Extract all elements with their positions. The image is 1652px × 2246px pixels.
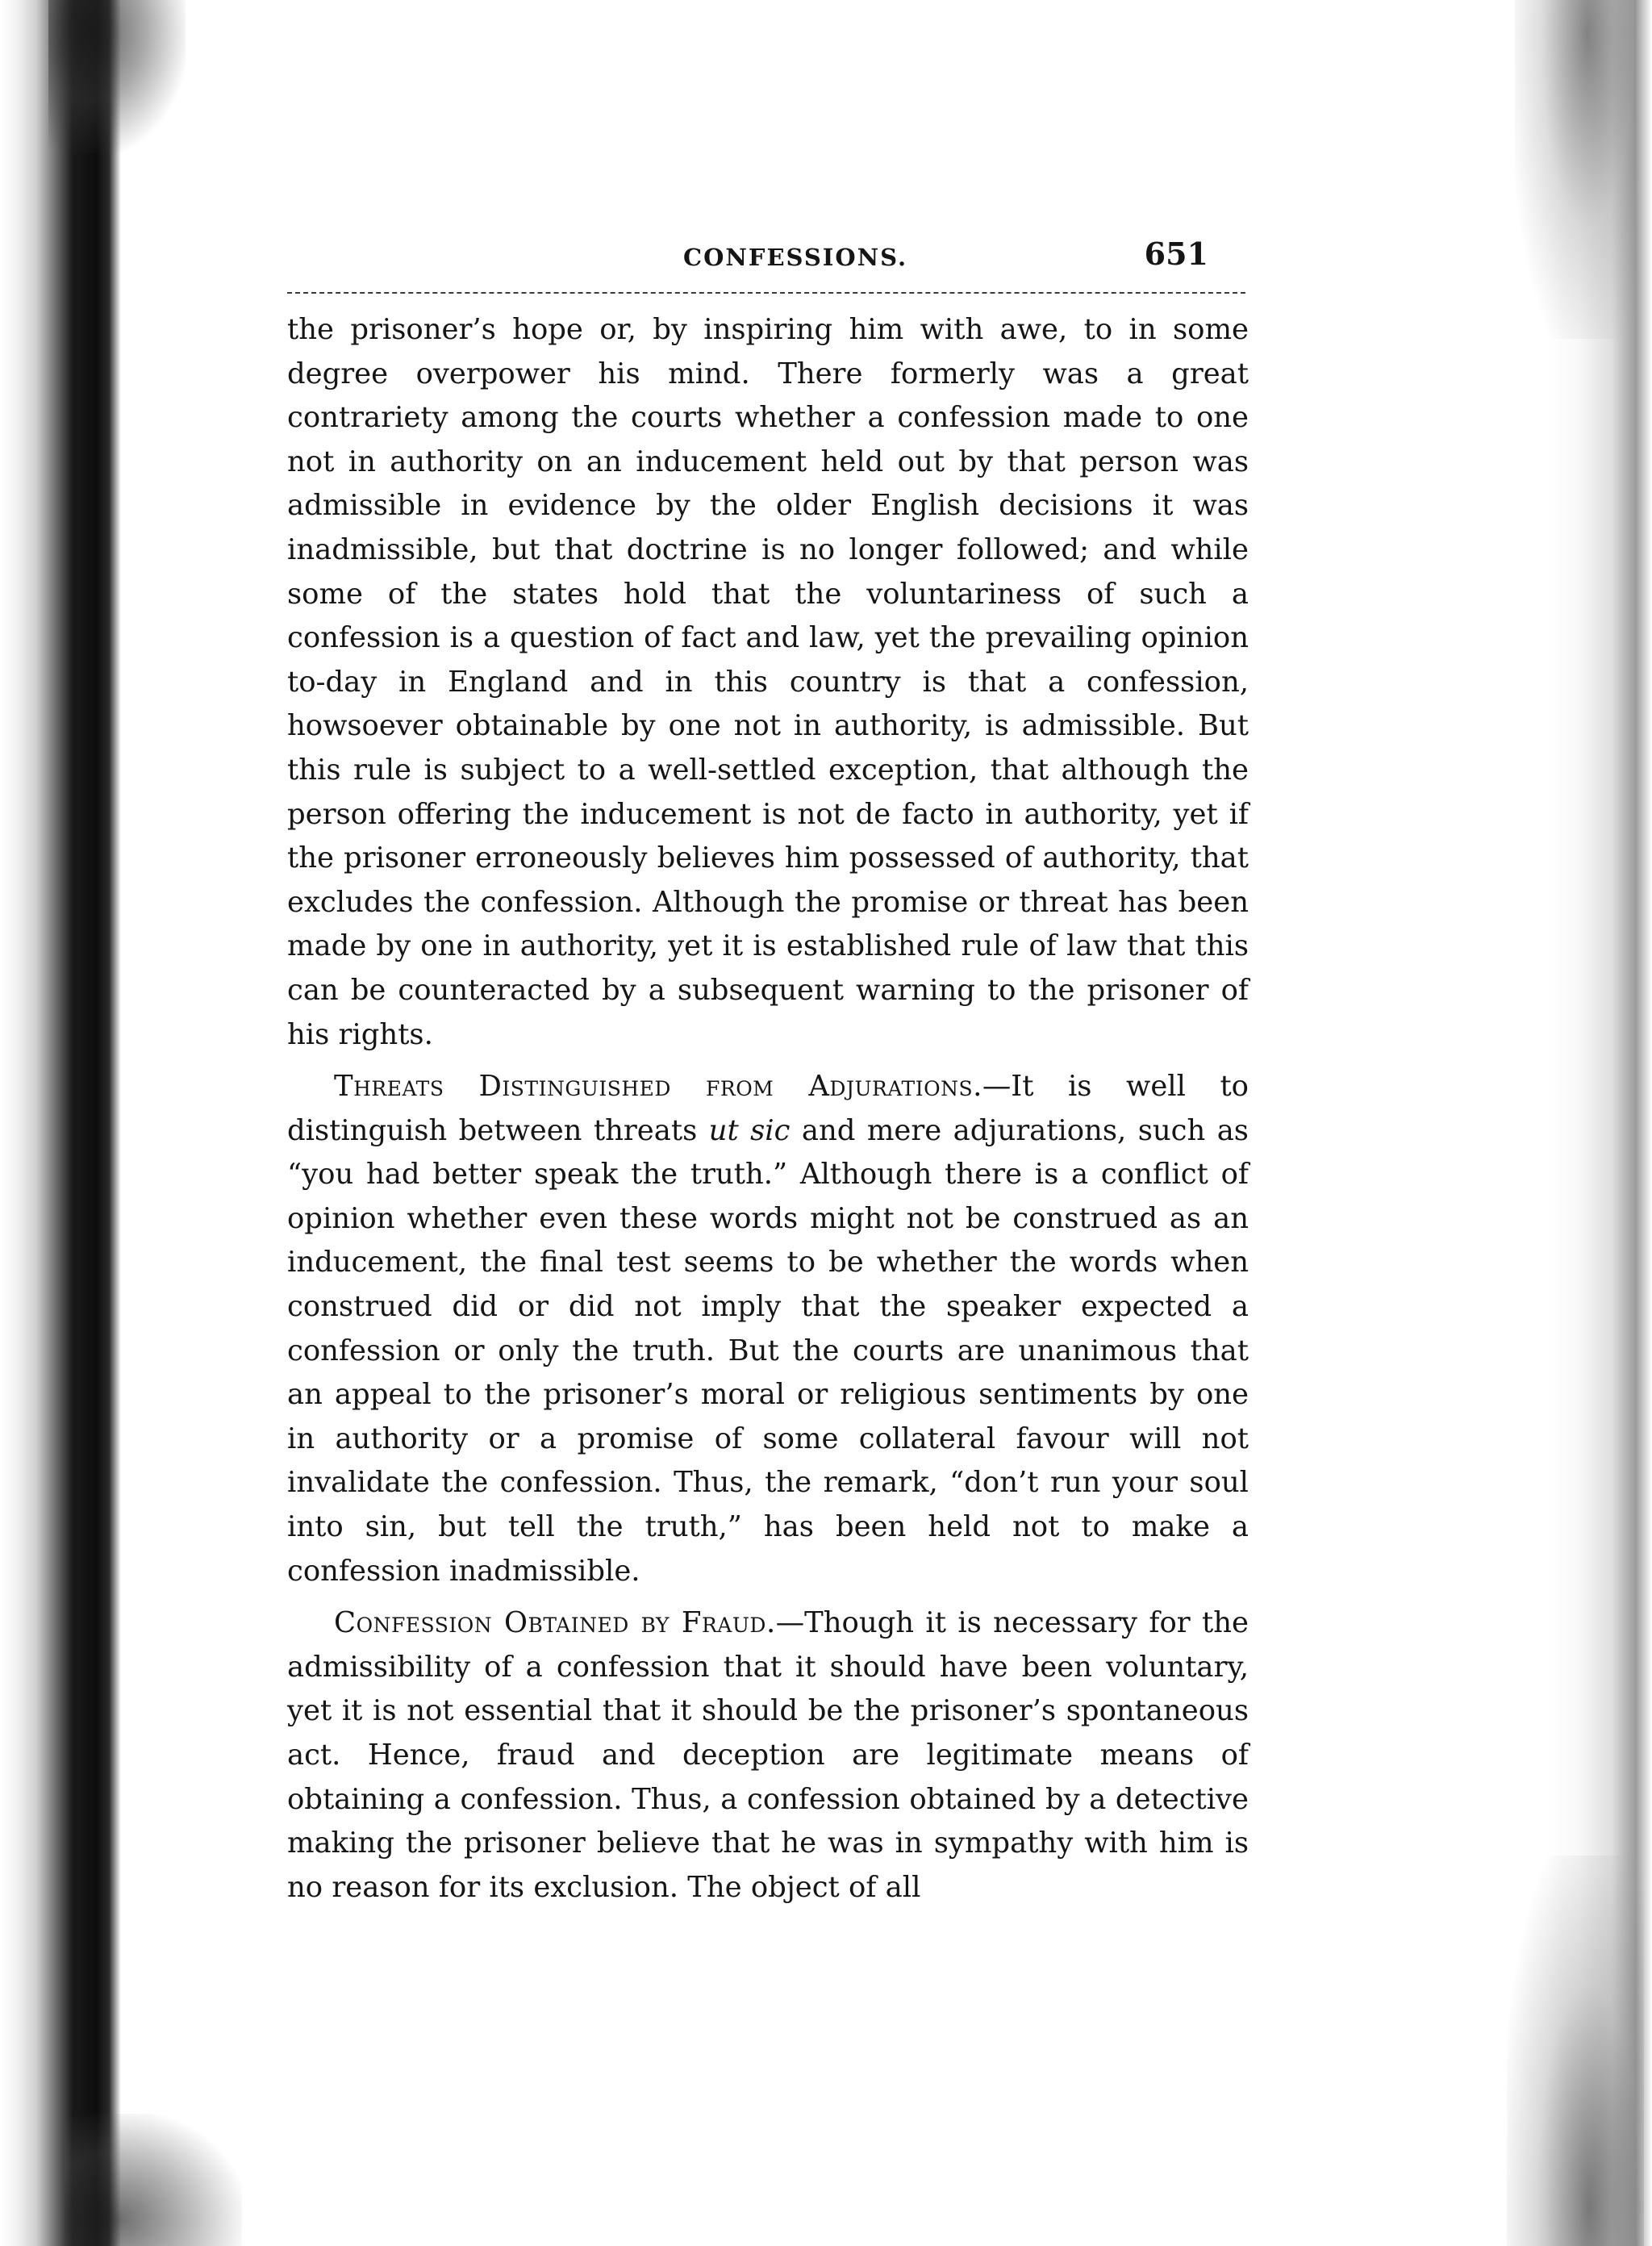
paragraph-threats-text-b: and mere adjurations, such as “you had better speak the truth.” Although there is a conflict of opinion whether even these words might not be construed as an inducement, the final test seems to be whether the words when construed did or did not imply that the speaker expected a confession or only the truth. But the courts are unanimous that an appeal to the prisoner’s moral or religious sentiments by one in authority or a promise of some collateral favour will not invalidate the confession. Thus, the remark, “don’t run your soul into sin, but tell the truth,” has been held not to make a confession inadmissible.: [287, 1113, 1249, 1588]
latin-phrase: ut sic: [708, 1113, 791, 1147]
paragraph-threats: [287, 1065, 1249, 1593]
header-rule: [287, 292, 1245, 294]
scan-smudge-top-left: [48, 0, 186, 153]
scan-edge-left: [0, 0, 121, 2246]
body-text: [287, 308, 1249, 1910]
running-title: CONFESSIONS.: [683, 244, 908, 271]
scan-smudge-bottom-left: [65, 2114, 242, 2246]
paragraph-threats-text-a: —It is well to distinguish between threats: [287, 1070, 1249, 1147]
scan-smudge-bottom-right: [1507, 1856, 1644, 2246]
paragraph-fraud-text: —Though it is necessary for the admissibility of a confession that it should have been voluntary, yet it is not essential that it should be the prisoner’s spontaneous act. Hence, fraud and deception are legitimate means of obtaining a confession. Thus, a confession obtained by a detective making the prisoner believe that he was in sympathy with him is no reason for its exclusion. The object of all: [287, 1606, 1249, 1904]
scan-smudge-top-right: [1515, 0, 1636, 339]
paragraph-continuation: the prisoner’s hope or, by inspiring him with awe, to in some degree overpower his mind. There formerly was a great contrariety among the courts whether a confession made to one not in authority on an inducement held out by that person was admissible in evidence by the older English decisions it was inadmissible, but that doctrine is no longer followed; and while some of the states hold that the voluntariness of such a confession is a question of fact and law, yet the prevailing opinion to-day in England and in this country is that a confession, howsoever obtainable by one not in authority, is admissible. But this rule is subject to a well-settled exception, that although the person offering the inducement is not de facto in authority, yet if the prisoner erroneously believes him possessed of authority, that excludes the confession. Although the promise or threat has been made by one in authority, yet it is established rule of law that this can be counteracted by a subsequent warning to the prisoner of his rights.: [287, 313, 1249, 1051]
page-number: 651: [1144, 236, 1208, 272]
paragraph-fraud: [287, 1601, 1249, 1910]
section-heading-fraud: Confession Obtained by Fraud.: [334, 1606, 776, 1640]
section-heading-threats: Threats Distinguished from Adjurations.: [334, 1070, 982, 1104]
running-head: [287, 236, 1255, 287]
book-page: [287, 236, 1255, 1910]
